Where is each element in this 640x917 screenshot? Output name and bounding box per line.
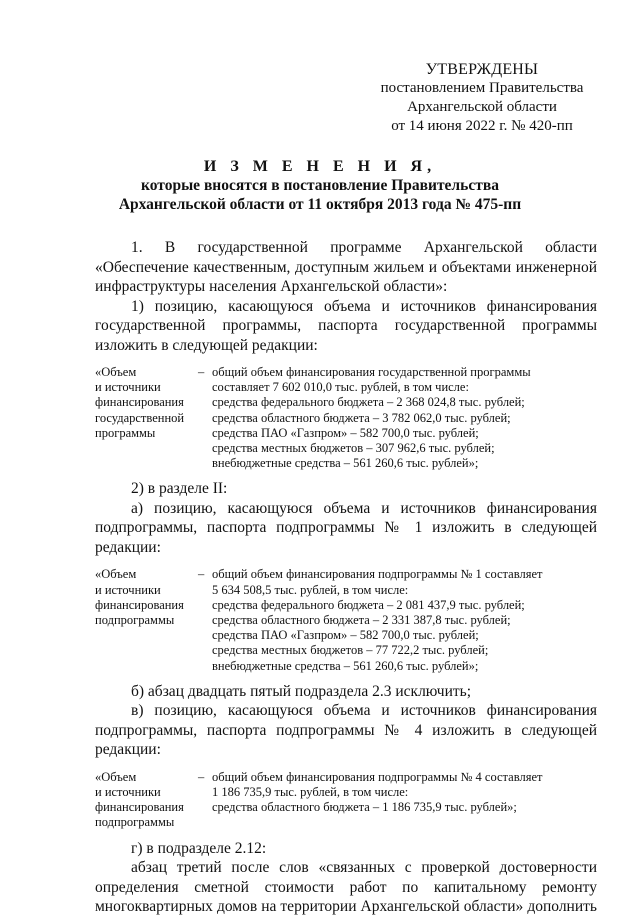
block-line: 5 634 508,5 тыс. рублей, в том числе: bbox=[212, 582, 409, 597]
title-subtitle: которые вносятся в постановление Правительства bbox=[141, 177, 499, 194]
block-line: 1 186 735,9 тыс. рублей, в том числе: bbox=[212, 785, 409, 800]
title-heading: И З М Е Н Е Н И Я, bbox=[203, 158, 437, 175]
paragraph: а) позицию, касающуюся объема и источников финансирования подпрограммы, паспорта подпрограммы № 1 изложить в следующей редакции: bbox=[95, 499, 597, 556]
approval-heading: УТВЕРЖДЕНЫ bbox=[425, 61, 539, 78]
approval-date-number: от 14 июня 2022 г. № 420-пп bbox=[391, 118, 573, 134]
label-line: и источники bbox=[95, 785, 161, 800]
financing-block bbox=[95, 770, 597, 831]
block-line: средства областного бюджета – 2 331 387,8 тыс. рублей; bbox=[212, 613, 511, 628]
label-line: государственной bbox=[95, 410, 185, 425]
block-line: составляет 7 602 010,0 тыс. рублей, в том числе: bbox=[212, 380, 469, 395]
block-line: общий объем финансирования подпрограммы № 1 составляет bbox=[212, 567, 543, 582]
label-line: программы bbox=[95, 425, 156, 440]
label-line: финансирования bbox=[95, 395, 184, 410]
label-line: и источники bbox=[95, 582, 161, 597]
paragraph: 2) в разделе II: bbox=[131, 480, 228, 498]
block-line: средства федерального бюджета – 2 081 437,9 тыс. рублей; bbox=[212, 597, 525, 612]
block-label bbox=[95, 365, 198, 471]
document-body bbox=[95, 238, 597, 917]
document-title bbox=[60, 157, 580, 214]
block-line: средства ПАО «Газпром» – 582 700,0 тыс. рублей; bbox=[212, 425, 479, 440]
label-line: и источники bbox=[95, 380, 161, 395]
block-line: внебюджетные средства – 561 260,6 тыс. рублей»; bbox=[212, 456, 479, 471]
dash: – bbox=[198, 567, 205, 582]
approval-line: постановлением Правительства bbox=[380, 80, 584, 96]
financing-block bbox=[95, 567, 597, 673]
paragraph: г) в подразделе 2.12: bbox=[131, 839, 267, 857]
approval-line: Архангельской области bbox=[407, 99, 557, 115]
block-text bbox=[212, 770, 597, 831]
block-line: внебюджетные средства – 561 260,6 тыс. рублей»; bbox=[212, 658, 479, 673]
label-line: финансирования bbox=[95, 800, 184, 815]
dash: – bbox=[198, 769, 205, 784]
financing-block bbox=[95, 365, 597, 471]
block-line: общий объем финансирования государственной программы bbox=[212, 365, 531, 379]
block-line: средства местных бюджетов – 307 962,6 тыс. рублей; bbox=[212, 441, 495, 456]
block-line: средства ПАО «Газпром» – 582 700,0 тыс. рублей; bbox=[212, 628, 479, 643]
block-line: средства областного бюджета – 1 186 735,9 тыс. рублей»; bbox=[212, 800, 517, 815]
label-line: подпрограммы bbox=[95, 815, 175, 830]
block-text bbox=[212, 567, 597, 673]
paragraph: абзац третий после слов «связанных с проверкой достоверности определения сметной стоимости работ по капитальному ремонту многоквартирных домов на территории Архангельской области» дополнить bbox=[95, 859, 597, 916]
block-line: общий объем финансирования подпрограммы № 4 составляет bbox=[212, 769, 543, 784]
label-line: подпрограммы bbox=[95, 613, 175, 628]
block-label bbox=[95, 567, 198, 673]
approval-stamp bbox=[372, 60, 592, 136]
label-line: «Объем bbox=[95, 769, 137, 784]
label-line: «Объем bbox=[95, 365, 137, 379]
label-line: «Объем bbox=[95, 567, 137, 582]
title-subtitle: Архангельской области от 11 октября 2013 года № 475-пп bbox=[118, 196, 522, 213]
block-text bbox=[212, 365, 597, 471]
paragraph: б) абзац двадцать пятый подраздела 2.3 исключить; bbox=[131, 682, 472, 700]
paragraph: 1. В государственной программе Архангельской области «Обеспечение качественным, доступным жильем и объектами инженерной инфраструктуры населения Архангельской области»: bbox=[95, 239, 597, 295]
paragraph: в) позицию, касающуюся объема и источников финансирования подпрограммы, паспорта подпрограммы № 4 изложить в следующей редакции: bbox=[95, 702, 597, 759]
paragraph: 1) позицию, касающуюся объема и источников финансирования государственной программы, паспорта государственной программы изложить в следующей редакции: bbox=[95, 297, 597, 354]
dash: – bbox=[198, 365, 205, 379]
block-line: средства областного бюджета – 3 782 062,0 тыс. рублей; bbox=[212, 410, 511, 425]
block-line: средства федерального бюджета – 2 368 024,8 тыс. рублей; bbox=[212, 395, 525, 410]
block-label bbox=[95, 770, 198, 831]
label-line: финансирования bbox=[95, 597, 184, 612]
block-line: средства местных бюджетов – 77 722,2 тыс. рублей; bbox=[212, 643, 489, 658]
